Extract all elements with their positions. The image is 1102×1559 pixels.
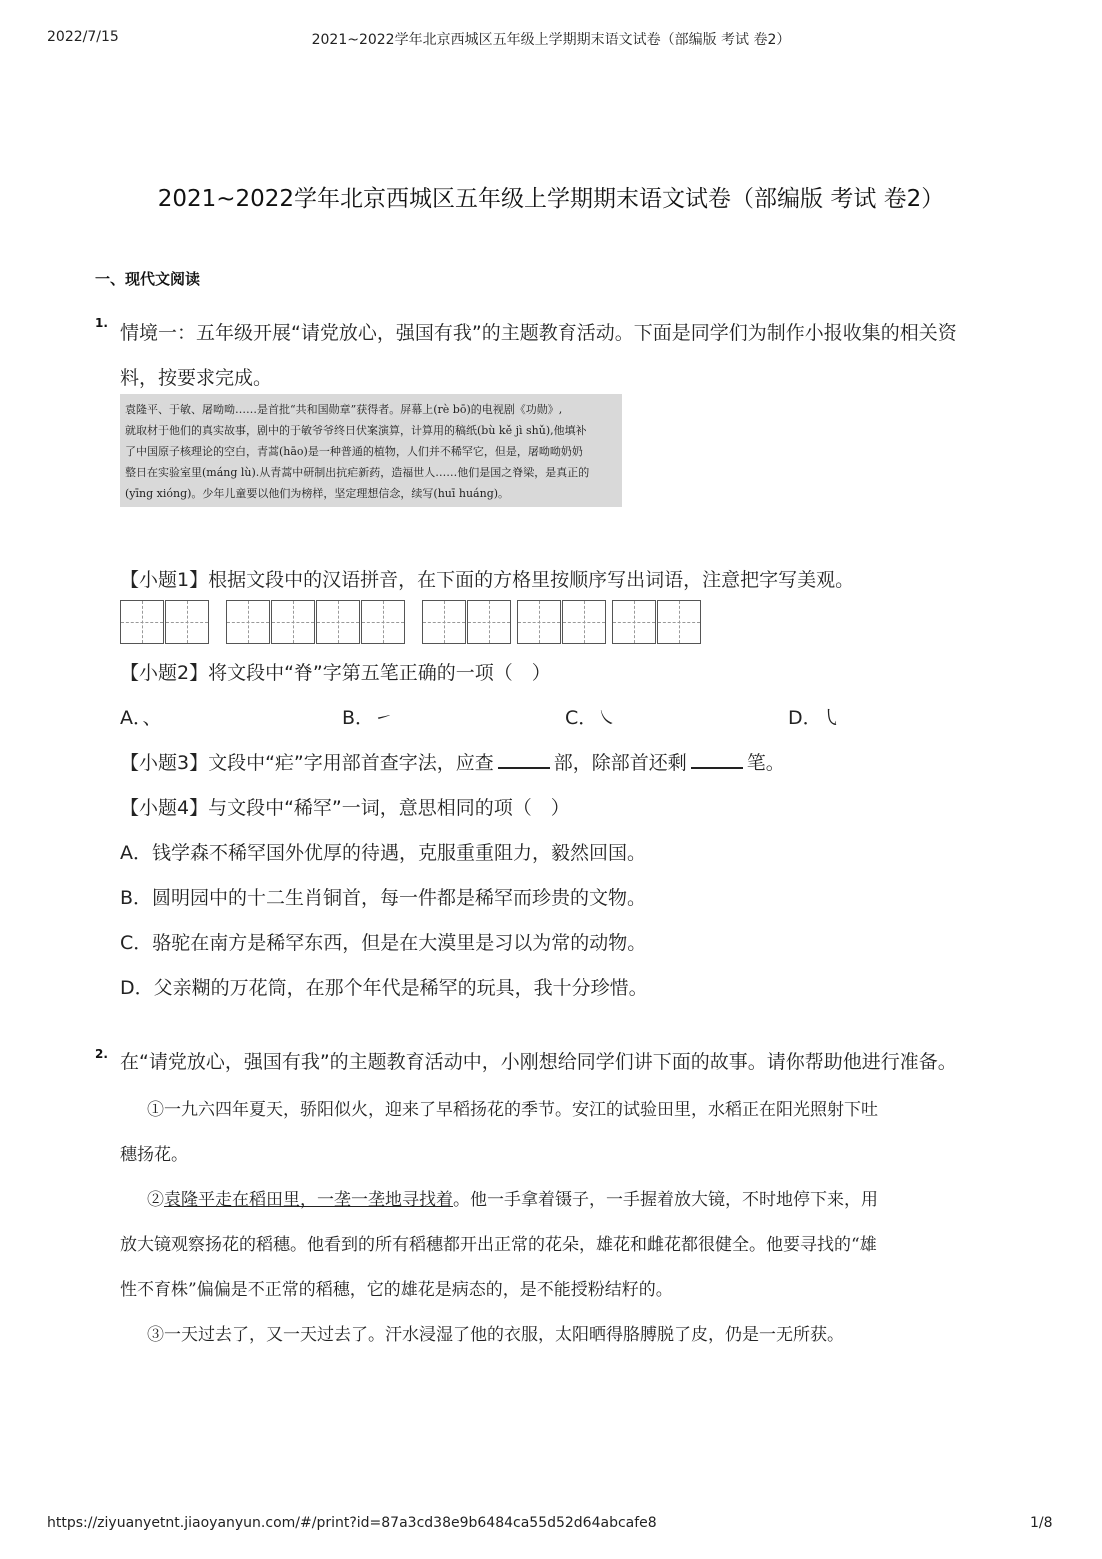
story-paragraph-1: ①一九六四年夏天，骄阳似火，迎来了早稻扬花的季节。安江的试验田里，水稻正在阳光照射下吐: [147, 1100, 878, 1120]
section-title: 一、现代文阅读: [95, 270, 201, 288]
writing-grid-4[interactable]: [517, 600, 607, 644]
subquestion-4: 【小题4】与文段中“稀罕”一词，意思相同的项（ ）: [120, 797, 570, 819]
writing-grid-5[interactable]: [612, 600, 702, 644]
header-date: 2022/7/15: [47, 29, 119, 45]
subquestion-1: 【小题1】根据文段中的汉语拼音，在下面的方格里按顺序写出词语，注意把字写美观。: [120, 569, 855, 591]
story-paragraph-2: [147, 1185, 878, 1210]
answer-blank[interactable]: [691, 766, 743, 769]
reading-passage-image: [120, 394, 622, 507]
passage-line: 就取材于他们的真实故事，剧中的于敏爷爷终日伏案演算，计算用的稿纸(bù kě jì shǔ),他填补: [125, 424, 587, 437]
subquestion-3: [120, 748, 785, 775]
question-intro-line: 料，按要求完成。: [120, 367, 273, 389]
option-c[interactable]: C．㇏: [565, 707, 617, 729]
subquestion-3-part: 【小题3】文段中“疟”字用部首查字法，应查: [120, 752, 494, 774]
passage-line: 袁隆平、于敏、屠呦呦……是首批“共和国勋章”获得者。屏幕上(rè bō)的电视剧《功勋》,: [125, 403, 563, 416]
paragraph-text: 。他一手拿着镊子，一手握着放大镜，不时地停下来，用: [453, 1190, 878, 1210]
option-b[interactable]: B．㇀: [342, 707, 394, 729]
writing-grid-2[interactable]: [226, 600, 406, 644]
option-a[interactable]: A．、: [120, 707, 162, 729]
subquestion-2: 【小题2】将文段中“脊”字第五笔正确的一项（ ）: [120, 662, 551, 684]
story-paragraph-1-cont: 穗扬花。: [120, 1145, 188, 1165]
story-paragraph-2-cont: 性不育株”偏偏是不正常的稻穗，它的雄花是病态的，是不能授粉结籽的。: [120, 1280, 673, 1300]
page-title: 2021~2022学年北京西城区五年级上学期期末语文试卷（部编版 考试 卷2）: [157, 186, 945, 212]
passage-line: 整日在实验室里(máng lù).从青蒿中研制出抗疟新药，造福世人……他们是国之脊梁，是真正的: [125, 466, 590, 479]
option-b[interactable]: B．圆明园中的十二生肖铜首，每一件都是稀罕而珍贵的文物。: [120, 887, 647, 909]
question-number: 1.: [95, 316, 108, 330]
subquestion-3-part: 笔。: [746, 752, 785, 774]
subquestion-3-part: 部，除部首还剩: [553, 752, 687, 774]
story-paragraph-2-cont: 放大镜观察扬花的稻穗。他看到的所有稻穗都开出正常的花朵，雄花和雌花都很健全。他要寻找的“雄: [120, 1235, 877, 1255]
footer-url[interactable]: https://ziyuanyetnt.jiaoyanyun.com/#/print?id=87a3cd38e9b6484ca55d52d64abcafe8: [47, 1515, 657, 1531]
passage-line: 了中国原子核理论的空白，青蒿(hāo)是一种普通的植物，人们并不稀罕它，但是，屠呦呦奶奶: [125, 445, 583, 458]
option-d[interactable]: D．父亲糊的万花筒，在那个年代是稀罕的玩具，我十分珍惜。: [120, 977, 648, 999]
question-number: 2.: [95, 1047, 108, 1061]
passage-line: (yīng xióng)。少年儿童要以他们为榜样，坚定理想信念，续写(huī huáng)。: [125, 487, 510, 500]
option-a[interactable]: A．钱学森不稀罕国外优厚的待遇，克服重重阻力，毅然回国。: [120, 842, 646, 864]
question-intro: 在“请党放心，强国有我”的主题教育活动中，小刚想给同学们讲下面的故事。请你帮助他进行准备。: [120, 1051, 957, 1073]
answer-blank[interactable]: [498, 766, 550, 769]
question-intro-line: 情境一：五年级开展“请党放心，强国有我”的主题教育活动。下面是同学们为制作小报收集的相关资: [120, 322, 957, 344]
underlined-sentence: 袁隆平走在稻田里，一垄一垄地寻找着: [164, 1190, 453, 1210]
writing-grid-3[interactable]: [422, 600, 512, 644]
story-paragraph-3: ③一天过去了，又一天过去了。汗水浸湿了他的衣服，太阳晒得胳膊脱了皮，仍是一无所获。: [147, 1325, 844, 1345]
header-title: 2021~2022学年北京西城区五年级上学期期末语文试卷（部编版 考试 卷2）: [311, 32, 791, 48]
footer-page-number: 1/8: [1030, 1515, 1053, 1531]
writing-grid-1[interactable]: [120, 600, 210, 644]
option-d[interactable]: D．㇂: [788, 707, 841, 729]
option-c[interactable]: C．骆驼在南方是稀罕东西，但是在大漠里是习以为常的动物。: [120, 932, 647, 954]
paragraph-marker: ②: [147, 1190, 164, 1210]
